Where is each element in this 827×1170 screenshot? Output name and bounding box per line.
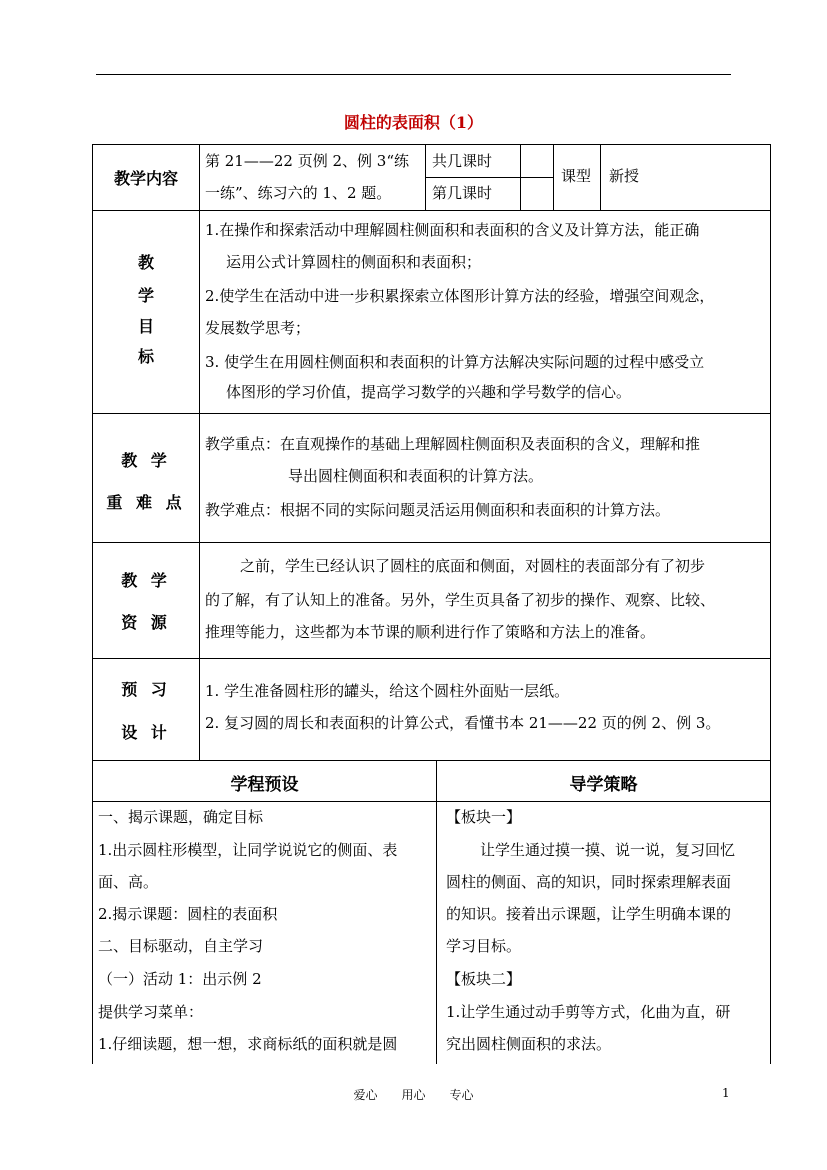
goal-line: 3. 使学生在用圆柱侧面积和表面积的计算方法解决实际问题的过程中感受立	[205, 353, 705, 371]
process-right-header: 导学策略	[569, 775, 638, 795]
table-border-top	[92, 144, 770, 145]
strategy-line: 究出圆柱侧面积的求法。	[446, 1035, 612, 1053]
header-cell-divider	[520, 144, 521, 210]
preview-label: 设 计	[121, 723, 171, 742]
lesson-number-label: 第几课时	[432, 184, 493, 202]
total-lessons-label: 共几课时	[432, 152, 493, 170]
goal-line: 体图形的学习价值，提高学习数学的兴趣和学号数学的信心。	[226, 383, 632, 401]
page-number: 1	[722, 1086, 730, 1100]
strategy-line: 学习目标。	[446, 937, 522, 955]
preview-line: 2. 复习圆的周长和表面积的计算公式，看懂书本 21——22 页的例 2、例 3。	[205, 714, 721, 732]
strategy-line: 让学生通过摸一摸、说一说，复习回忆	[480, 841, 736, 859]
process-step-line: （一）活动 1：出示例 2	[98, 970, 262, 988]
resource-line: 的了解，有了认知上的准备。另外，学生页具备了初步的操作、观察、比较、	[205, 591, 716, 609]
content-label: 教学内容	[113, 169, 178, 188]
header-rule	[96, 74, 731, 75]
key-point-line: 教学重点：在直观操作的基础上理解圆柱侧面积及表面积的含义，理解和推	[205, 435, 701, 453]
process-step-line: 二、目标驱动，自主学习	[98, 937, 264, 955]
row-divider	[92, 542, 770, 543]
header-cell-divider	[425, 144, 426, 210]
preview-line: 1. 学生准备圆柱形的罐头，给这个圆柱外面贴一层纸。	[205, 682, 570, 700]
process-column-divider	[436, 760, 437, 1064]
goal-line: 发展数学思考；	[205, 319, 311, 337]
preview-label: 预 习	[121, 680, 171, 699]
process-step-line: 1.仔细读题，想一想，求商标纸的面积就是圆	[98, 1035, 398, 1053]
key-points-label: 教 学	[121, 451, 171, 470]
process-step-line: 2.揭示课题：圆柱的表面积	[98, 905, 278, 923]
row-divider	[92, 658, 770, 659]
goals-label-char: 目	[137, 317, 154, 336]
strategy-line: 的知识。接着出示课题，让学生明确本课的	[446, 905, 732, 923]
row-divider	[92, 413, 770, 414]
resource-line: 之前，学生已经认识了圆柱的底面和侧面，对圆柱的表面部分有了初步	[240, 557, 706, 575]
resources-label: 教 学	[121, 571, 171, 590]
label-column-divider	[199, 144, 200, 760]
header-cell-divider	[553, 144, 554, 210]
goal-line: 2.使学生在活动中进一步积累探索立体图形计算方法的经验，增强空间观念，	[205, 287, 715, 305]
table-border-left	[92, 144, 93, 1064]
row-divider	[92, 210, 770, 211]
resource-line: 推理等能力，这些都为本节课的顺利进行作了策略和方法上的准备。	[205, 623, 656, 641]
goal-line: 1.在操作和探索活动中理解圆柱侧面积和表面积的含义及计算方法，能正确	[205, 221, 700, 239]
strategy-line: 圆柱的侧面、高的知识，同时探索理解表面	[446, 873, 732, 891]
content-text-line: 第 21——22 页例 2、例 3“练	[205, 152, 410, 170]
key-point-line: 导出圆柱侧面积和表面积的计算方法。	[288, 467, 544, 485]
lesson-type-label: 课型	[561, 167, 592, 185]
strategy-line: 【板块二】	[446, 970, 522, 988]
table-border-right	[770, 144, 771, 1064]
process-left-header: 学程预设	[230, 775, 299, 795]
key-point-line: 教学难点：根据不同的实际问题灵活运用侧面积和表面积的计算方法。	[205, 501, 671, 519]
strategy-line: 【板块一】	[446, 808, 522, 826]
goals-label-char: 学	[137, 286, 154, 305]
process-step-line: 面、高。	[98, 873, 159, 891]
process-step-line: 一、揭示课题，确定目标	[98, 808, 264, 826]
content-text-line: 一练”、练习六的 1、2 题。	[205, 184, 392, 202]
header-cell-divider	[600, 144, 601, 210]
row-divider	[92, 760, 770, 761]
goal-line: 运用公式计算圆柱的侧面积和表面积；	[226, 253, 482, 271]
lesson-type-value: 新授	[609, 167, 640, 185]
page-footer: 爱心 用心 专心	[353, 1088, 474, 1102]
goals-label-char: 标	[137, 347, 154, 366]
strategy-line: 1.让学生通过动手剪等方式，化曲为直，研	[446, 1003, 731, 1021]
key-points-label: 重 难 点	[106, 493, 186, 512]
resources-label: 资 源	[121, 613, 171, 632]
process-step-line: 提供学习菜单：	[98, 1003, 204, 1021]
process-step-line: 1.出示圆柱形模型，让同学说说它的侧面、表	[98, 841, 398, 859]
page-title: 圆柱的表面积（1）	[343, 113, 484, 132]
goals-label-char: 教	[137, 253, 154, 272]
